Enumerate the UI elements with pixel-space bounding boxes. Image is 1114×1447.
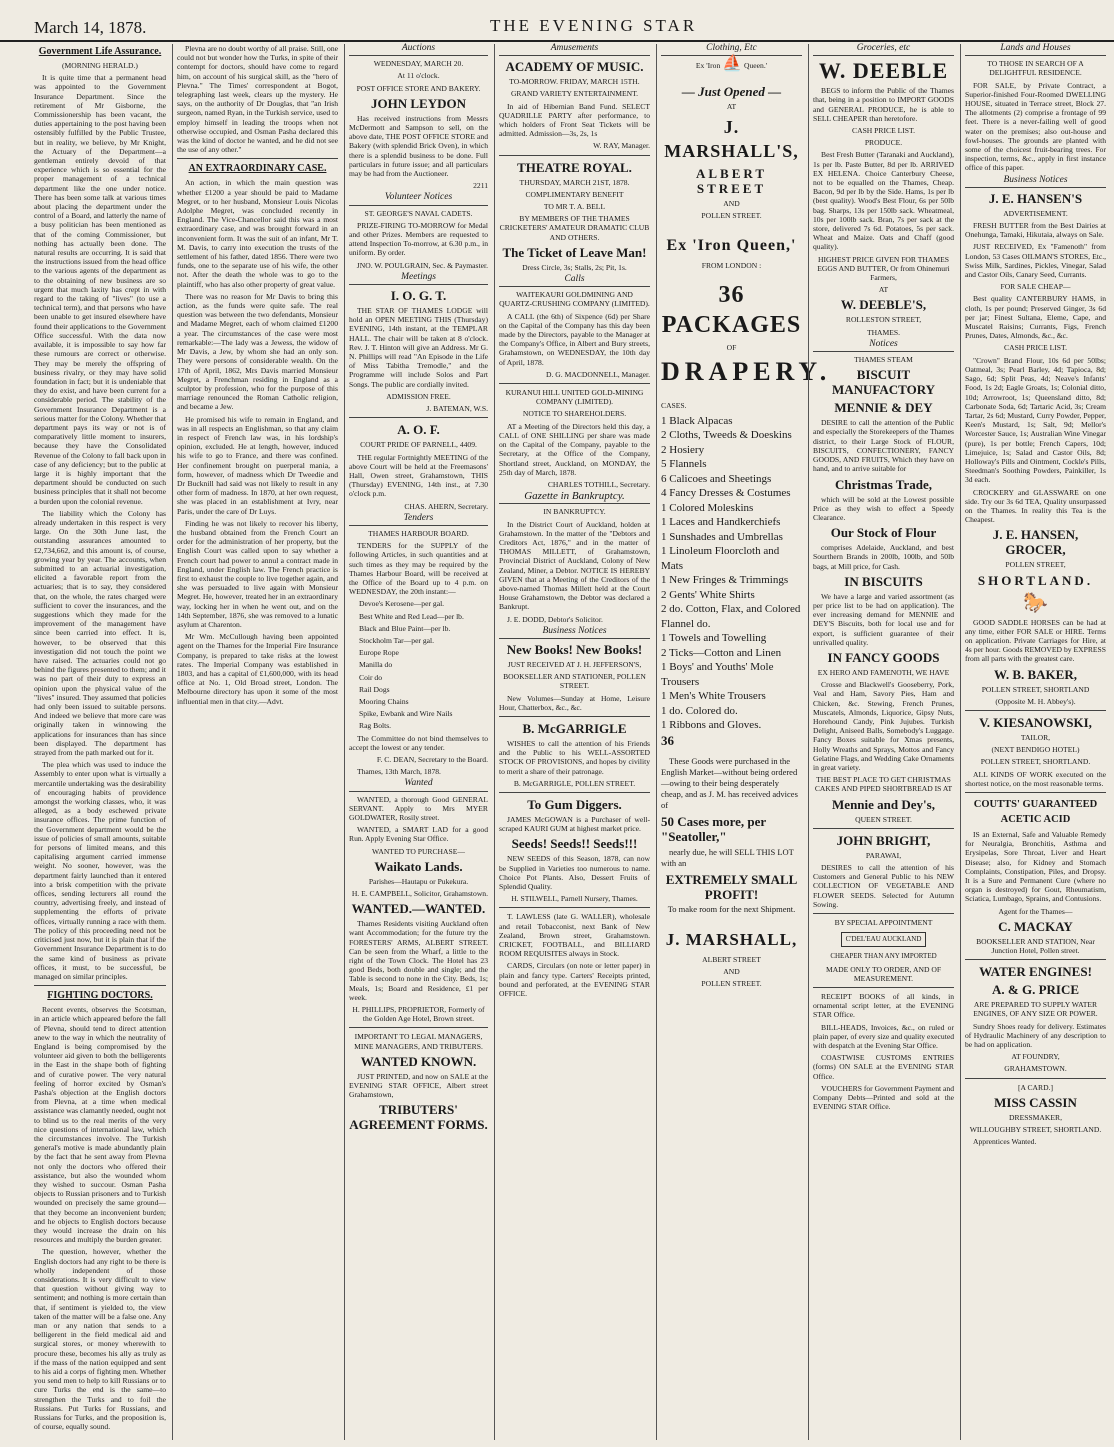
biscuit-body: We have a large and varied assortment (as per price list to be had on application). The ever increasing demand for MENNIE and DEY'S Biscuits, both for local use and for export, is sufficient guarantee of their unrivalled quality.: [813, 591, 954, 647]
tender-item: Rail Dogs: [359, 684, 390, 694]
drapery-item: 1 Men's White Trousers: [661, 690, 766, 703]
ex-iron-queen: Ex 'Iron Queen,': [666, 237, 797, 255]
drapery-item: 1 New Fringes & Trimmings: [661, 574, 789, 587]
drapery-item: 2 Ticks—Cotton and Linen: [661, 646, 782, 659]
street-name: ALBERT STREET: [695, 165, 767, 196]
divider: [499, 155, 650, 156]
drapery-item: 2 Cloths, Tweeds & Doeskins: [661, 429, 792, 442]
at-label: AT: [726, 102, 737, 112]
hansen-body: "Crown" Brand Flour, 10s 6d per 50lbs; Oatmeal, 3s; Pearl Barley, 4d; Tapioca, 8d; Sago, 6d; Split Peas, 4d; Neave's Infants' Food, 1s 2d; Eagle Groats, 1s; Colonial ditto, 10d; Arrowroot, 1s; Queensland ditto, 8d; Carbonate Soda, 6d; Tartaric Acid, 3s; Cream Tartar, 2s 6d; Mustard, Curry Powder, Pepper, Keen's Mustard, 1s; Salt, 9d; Mellor's Worcester Sauce, 1s; Australian Wine Vinegar (pure), 1s per bottle; French Capers, 10d; Limejuice, 1s; Salad and Castor Oils, 8d; Holloway's Pills and Ointment, Cockle's Pills, Steedman's Soothing Powders, Painkiller, 1s 3d each.: [965, 355, 1106, 485]
meeting-heading: A. O. F.: [397, 422, 440, 438]
biscuit-heading: BISCUIT MANUFACTORY: [831, 367, 936, 398]
call-subheading: NOTICE TO SHAREHOLDERS.: [522, 409, 627, 419]
deeble-list-heading: CASH PRICE LIST.: [852, 126, 915, 136]
call-body: AT a Meeting of the Directors held this day, a CALL of ONE SHILLING per share was made on the Capital of the Company, payable to the Secretary, at the Office of the Company, Shortland street, Auckland, on MONDAY, the 25th day of March, 1878.: [499, 421, 650, 477]
divider: [965, 710, 1106, 711]
wanted-subheading: WANTED KNOWN.: [360, 1053, 477, 1069]
column-5: [656, 43, 832, 1440]
article-paragraph: The question, however, whether the English doctors had any right to be there is wholly independent of those considerations. It is very difficult to view that question without giving way to sentiment; and nothing is more certain than that, if sentiment is yielded to, the view taken of the matter will be a false one. Any man or any nation that sends to a belligerent in the field medical aid and surgical stores, or money wherewith to procure these, becomes his ally as truly as if the mass of the nation equipped and sent to his aid a corps of fighting men. Whether you send men to help to kill Russians or to cure Turks the end is the same—to strengthen the Turks and to foil the Russians. Put Turks for Russians, and Russians for Turks, and the proposition is, of course, equally sound.: [34, 1247, 166, 1432]
books-subheading: BOOKSELLER AND STATIONER, POLLEN STREET.: [503, 672, 646, 691]
engines-at: AT FOUNDRY,: [1011, 1052, 1060, 1062]
section-amusements: Amusements: [499, 44, 650, 56]
article-paragraph: He promised his wife to remain in England, and was in all respects an Englishman, so that any claim in respect of French law was, in his lordship's opinion, excluded. He at length, however, induced his wife to go to France, and there was confined. Her confinement brought on puerperal mania, a form, however, of madness which Dr Tweedie and Dr Bucknill had said was not likely to result in any other form of madness. In 1870, at her own request, she was placed in an establishment at Ivry, near Paris, under the care of Dr Luys.: [177, 414, 338, 516]
wanted-heading: WANTED TO PURCHASE—: [372, 846, 465, 856]
column-3: [344, 44, 492, 1440]
tender-item: Manilla do: [359, 660, 393, 670]
wanted-body: Parishes—Hautapu or Pukekura.: [368, 876, 469, 886]
drapery-heading: DRAPERY.: [661, 357, 832, 387]
column-2: [172, 44, 342, 1440]
deeble-name: W. DEEBLE: [818, 58, 949, 84]
price-name: A. & G. PRICE: [991, 982, 1080, 998]
wanted-ad: WANTED, a thorough Good GENERAL SERVANT. Apply to Mrs MYER GOLDWATER, Rosily street.: [349, 794, 488, 822]
baker-street: POLLEN STREET, SHORTLAND: [981, 684, 1090, 694]
section-clothing: Clothing, Etc: [661, 44, 802, 56]
wanted-big: Waikato Lands.: [374, 858, 463, 874]
call-body: A CALL (the 6th) of Sixpence (6d) per Share on the Capital of the Company has this day been made by the Directors, payable to the Manager at the Company's Office, in Albert and Bury streets, Grahamstown, on WEDNESDAY, the 10th day of April, 1878.: [499, 311, 650, 367]
just-opened: — Just Opened —: [681, 84, 782, 100]
baker-opposite: (Opposite M. H. Abbey's).: [995, 696, 1076, 706]
tender-item: Black and Blue Paint—per lb.: [359, 623, 451, 633]
tender-item: Devoe's Kerosene—per gal.: [359, 599, 445, 609]
meeting-body: THE regular Fortnightly MEETING of the above Court will be held at the Freemasons' Hall, Owen street, Grahamstown, THIS (Thursday) EVENING, 14th inst., at 7.30 o'clock p.m.: [349, 452, 488, 499]
article-paragraph: Mr Wm. McCullough having been appointed agent on the Thames for the Imperial Fire Insurance Company, is prepared to take risks at the lowest rates. The Imperial Company was established in 1803, and has a capital of £1,600,000, with its head office at No. 1, Old Broad street, London. The Melbourne directory has upon it some of the most influential men in that city.—Advt.: [177, 632, 338, 706]
biscuit-name: MENNIE & DEY: [834, 400, 933, 416]
kiesanowski-name: V. KIESANOWSKI,: [979, 714, 1092, 730]
bright-name: JOHN BRIGHT,: [836, 832, 931, 848]
biscuit-body: DESIRE to call the attention of the Public and especially the Storekeepers of the Thames district, to their Large Stock of FLOUR, BISCUITS, CONFECTIONERY, FANCY GOODS, AND FRUITS, Which they have on hand, and to arrive suitable for: [813, 418, 954, 474]
divider: [813, 828, 954, 829]
saddle-horses-body: GOOD SADDLE HORSES can be had at any time, either FOR SALE or HIRE. Terms on application. Private Carriages for Hire, at 4s per hour. Goods REMOVED by EXPRESS from all parts with the greatest care.: [965, 617, 1106, 664]
horse-carriage-icon: 🐎: [1023, 591, 1048, 614]
kiesanowski-trade: TAILOR,: [1020, 732, 1051, 742]
biscuit-christmas: Christmas Trade,: [834, 476, 933, 492]
amusement-date: TO-MORROW. FRIDAY, MARCH 15TH.: [509, 77, 640, 87]
article-paragraph: It is quite time that a permanent head was appointed to the Government Insurance Department. Since the retirement of Mr Gisborne, the Commissionership has been vacant, the duties appertaining to the post having been ostensibly fulfilled by the Public Trustee, but in reality, we believe, by Mr Knight, the Actuary of the Department—a gentleman entirely devoid of that experience which is so essential for the proper management of a technical department like the one under notice. There has been some talk at various times about placing the department under the control of a Board, and latterly the name of a busy politician has been mentioned as that of the coming Commissioner, but nothing has actually been done. The natural results are occurring. It is said that the instructions issued from the head office to the various agents of the department as to the obtaining of new business are so urgent that much laxity has crept in with regard to the taking of "lives" (to use a technical term), and that persons who have been unable to get insured elsewhere have found their applications to the Government Office successful. With the data now available, it is impossible to say how far these rumours are correct or otherwise. They may be merely the offspring of business rivalry, or they may have solid foundation in fact; but it is undeniable that they do exist, and have been current for a considerable period. The stability of the Government Insurance Department is a serious matter for the Colony. Whether that department pays its way or not is of comparatively little moment to insurers, because they have the Consolidated Revenue of the Colony to fall back upon in case of any deficiency; but to the public at large it is highly important that the department should be conducted on such business principles that it shall not become a burden upon the colonial revenue.: [34, 73, 166, 506]
deeble-intro: BEGS to inform the Public of the Thames that, being in a position to IMPORT GOODS and GENERAL PRODUCE, he is able to SELL CHEAPER than heretofore.: [813, 86, 954, 123]
cheaper-note: CHEAPER THAN ANY IMPORTED: [830, 952, 937, 961]
auctioneer-name: JOHN LEYDON: [371, 95, 466, 111]
amusement-prices: Dress Circle, 3s; Stalls, 2s; Pit, 1s.: [522, 262, 627, 272]
section-business: Business Notices: [499, 627, 650, 639]
amusement-body: In aid of Hibernian Band Fund. SELECT QUADRILLE PARTY after performance, to which holders of Front Seat Tickets will be admitted. Admission—3s, 2s, 1s: [499, 101, 650, 139]
column-4: [494, 44, 654, 1440]
drapery-item: 1 do. Colored do.: [661, 704, 738, 717]
gum-heading: To Gum Diggers.: [527, 796, 622, 812]
amusement-heading: ACADEMY OF MUSIC.: [505, 59, 644, 75]
hansen-body: JUST RECEIVED, Ex "Famenoth" from London, 53 Cases OILMAN'S STORES, Etc., Swiss Milk, Sardines, Pickles, Vinegar, Salad and Castor Oils, Canary Seed, Currants.: [965, 242, 1106, 280]
article-paragraph: Finding he was not likely to recover his liberty, the husband obtained from the French Court an order for the administration of her property, but the English Court was called upon to say whether a French court had power to annul a contract made in England, under English law. The French practice is first to exhaust the couple to live together again, and she was persuaded to live again with Monsieur Megret. He, however, treated her in an extraordinary way, locking her in when he went out, and on the 14th September, 1876, she was removed to a lunatic asylum at Charenton.: [177, 518, 338, 629]
books-body: New Volumes—Sunday at Home, Leisure Hour, Chatterbox, &c., &c.: [499, 693, 650, 712]
divider: [813, 987, 954, 988]
wanted-body: Thames Residents visiting Auckland often want Accommodation; for the future try the FORESTERS' ARMS, ALBERT STREET. Can be seen from the Wharf, a little to the right of the Town Clock. The Hotel has 23 good Beds, both double and single; and the Table is second to none in the City. Beds, 1s; Meals, 1s; Board and Residence, £1 per week.: [349, 919, 488, 1002]
biscuit-sub: THAMES STEAM: [854, 355, 913, 365]
amusement-play: The Ticket of Leave Man!: [502, 244, 647, 260]
cassin-footer: Apprentices Wanted.: [973, 1137, 1037, 1147]
cassin-street: WILLOUGHBY STREET, SHORTLAND.: [969, 1125, 1102, 1135]
section-lands: Lands and Houses: [965, 44, 1106, 56]
coastwise-ad: COASTWISE CUSTOMS ENTRIES (forms) ON SALE at the EVENING STAR Office.: [813, 1053, 954, 1081]
seeds-signature: H. STILWELL, Parnell Nursery, Thames.: [511, 894, 638, 904]
engines-town: GRAHAMSTOWN.: [1004, 1064, 1067, 1074]
from-label: FROM LONDON :: [701, 261, 762, 271]
provisions-heading: B. McGARRIGLE: [522, 720, 627, 736]
tender-item: Europe Rope: [359, 648, 399, 658]
column-6: [808, 44, 958, 1440]
biscuit-body: comprises Adelaide, Auckland, and best Sourthern Brands in 200lb, 100lb, and 50lb bags, at Mill price, for Cash.: [813, 543, 954, 571]
more-cases: 50 Cases more, per "Seatoller,": [661, 813, 766, 844]
auction-date: WEDNESDAY, MARCH 20.: [373, 59, 464, 69]
bright-place: PARAWAI,: [865, 850, 902, 860]
tender-heading: THAMES HARBOUR BOARD.: [368, 528, 469, 538]
gazette-signature: J. E. DODD, Debtor's Solicitor.: [507, 614, 603, 624]
next-shipment: To make room for the next Shipment.: [667, 903, 796, 914]
divider: [499, 383, 650, 384]
gazette-subheading: IN BANKRUPTCY.: [543, 507, 606, 517]
vouchers-ad: VOUCHERS for Government Payment and Company Debts—Printed and sold at the EVENING STAR Office.: [813, 1083, 954, 1112]
tender-date: Thames, 13th March, 1878.: [357, 767, 441, 777]
street-name: ALBERT STREET: [702, 954, 761, 964]
tender-item: Stockholm Tar—per gal.: [359, 635, 435, 645]
coutts-agent: Agent for the Thames—: [998, 906, 1073, 916]
amusement-heading: THEATRE ROYAL.: [517, 159, 632, 175]
drapery-items: [661, 414, 802, 733]
provisions-signature: B. McGARRIGLE, POLLEN STREET.: [513, 778, 636, 788]
issue-date: March 14, 1878.: [34, 18, 147, 37]
biscuit-street: QUEEN STREET.: [855, 814, 912, 824]
divider: [34, 985, 166, 986]
section-business-2: Business Notices: [965, 176, 1106, 188]
seeds-body: NEW SEEDS of this Season, 1878, can now be Supplied in Varieties too numerous to name. Choice Pot Plants. Also, Dessert Fruits of Splendid Quality.: [499, 854, 650, 891]
section-tenders: Tenders: [349, 514, 488, 526]
tender-footer: The Committee do not bind themselves to accept the lowest or any tender.: [349, 733, 488, 752]
wanted-big: TRIBUTERS' AGREEMENT FORMS.: [349, 1102, 488, 1133]
marshall-name: J. MARSHALL'S,: [664, 116, 799, 161]
coutts-body: IS an External, Safe and Valuable Remedy for Neuralgia, Bronchitis, Asthma and Erysipelas, Sore Throat, Liver and Heart Disease; also, for Kidney and Stomach Complaints, Constipation, Piles, and Dropsy. It is a Sure and Permanent Cure (where no organ is destroyed) for Gout, Rheumatism, Sciatica, Lumbago, Sprains, and Contusions.: [965, 829, 1106, 904]
residence-body: FOR SALE, by Private Contract, a Superior-finished Four-Roomed DWELLING HOUSE, situated in Terrace street, Block 27. The allotments (2) comprise a frontage of 99 feet. There is a never-failing well of good water on the premises; also out-house and fowl-houses. The grounds are planted with some of the choicest fruit-bearing trees. For inspection, terms, &c., apply in first instance office of this paper.: [965, 80, 1106, 173]
call-heading: KURANUI HILL UNITED GOLD-MINING COMPANY (LIMITED).: [505, 388, 644, 407]
hansen-street: POLLEN STREET,: [1005, 560, 1066, 570]
cassin-trade: DRESSMAKER,: [1009, 1112, 1062, 1122]
auction-time: At 11 o'clock.: [397, 71, 440, 81]
biscuit-footer: THE BEST PLACE TO GET CHRISTMAS CAKES AND PIPED SHORTBREAD IS AT: [814, 775, 953, 794]
drapery-item: 1 Linoleum Floorcloth and Mats: [661, 545, 780, 572]
drapery-item: 1 Sunshades and Umbrellas: [661, 530, 783, 543]
hansen-footer: CROCKERY and GLASSWARE on one side. Try our 3s 6d TEA, Quality unsurpassed on the Thames. In reality this Tea is the Cheapest.: [965, 487, 1106, 525]
mackay-name: C. MACKAY: [998, 918, 1073, 934]
section-wanted: Wanted: [349, 779, 488, 791]
call-heading: WAITEKAURI GOLDMINING AND QUARTZ-CRUSHING COMPANY (LIMITED).: [499, 290, 650, 309]
ship-icon: ⛵: [722, 55, 743, 73]
tender-item: Best White and Red Lead—per lb.: [359, 611, 464, 621]
kiesanowski-body: ALL KINDS OF WORK executed on the shortest notice, on the most reasonable terms.: [965, 769, 1106, 788]
kiesanowski-street: POLLEN STREET, SHORTLAND.: [980, 757, 1091, 767]
hansen-name: J. E. HANSEN'S: [988, 190, 1083, 206]
tender-signature: F. C. DEAN, Secretary to the Board.: [376, 754, 488, 764]
drapery-item: 2 do. Cotton, Flax, and Colored Flannel do.: [661, 603, 801, 630]
deeble-produce-heading: PRODUCE.: [864, 138, 903, 148]
amusement-date: THURSDAY, MARCH 21ST, 1878.: [519, 177, 630, 187]
meeting-signature: J. BATEMAN, W.S.: [426, 404, 488, 414]
deeble-town: THAMES.: [866, 327, 901, 337]
engines-heading: WATER ENGINES!: [979, 964, 1092, 980]
meeting-subheading: COURT PRIDE OF PARNELL, 4409.: [360, 440, 477, 450]
section-calls: Calls: [499, 275, 650, 287]
deeble-produce: Best Fresh Butter (Taranaki and Auckland), 1s per lb. Paste Butter, 8d per lb. ARRIVED EX HELENA. Choice Canterbury Cheese, not to be equalled on the Thames, Cheap. Bacon, 9d per lb by the Side. Hams, 1s per lb (best quality). Wood's Best Flour, 6s per 50lb bag. Sharps, 13s per 150lb sack. Wheatmeal, 10s per 100lb sack. Bran, 7s per sack at the store, delivered 7s 6d. Potatoes, 5s per sack. Wheat and Maize. Oats and Chaff (good quality).: [813, 150, 954, 252]
tender-item: Rag Bolts.: [359, 721, 392, 731]
hansen-sub: ADVERTISEMENT.: [1003, 208, 1068, 218]
gum-body: JAMES McGOWAN is a Purchaser of well-scraped KAURI GUM at highest market price.: [499, 814, 650, 834]
drapery-item: 6 Calicoes and Sheetings: [661, 472, 772, 485]
tender-items: [349, 599, 488, 730]
divider: [499, 792, 650, 793]
column-7: [960, 44, 1110, 1440]
of-label: OF: [726, 343, 737, 353]
auction-place: POST OFFICE STORE AND BAKERY.: [356, 83, 481, 93]
residence-heading: TO THOSE IN SEARCH OF A DELIGHTFUL RESIDENCE.: [987, 59, 1084, 78]
kiesanowski-location: (NEXT BENDIGO HOTEL): [991, 745, 1080, 755]
drapery-item: 1 Towels and Towelling: [661, 632, 767, 645]
drapery-item: 5 Flannels: [661, 458, 707, 471]
engines-body: Sundry Shoes ready for delivery. Estimates of Hydraulic Machinery of any description to be had on application.: [965, 1021, 1106, 1050]
cards-ad: CARDS, Circulars (on note or letter paper) in plain and fancy type. Carters' Receipts printed, bound and perforated, at the EVENING STAR OFFICE.: [499, 961, 650, 999]
cases-label: CASES.: [661, 401, 687, 411]
notice-body: PRIZE-FIRING TO-MORROW for Medal and other Prizes. Members are requested to attend Inspection To-morrow, at 6.30 p.m., in uniform. By order.: [349, 220, 488, 258]
seeds-heading: Seeds! Seeds!! Seeds!!!: [511, 836, 638, 852]
tobacconist-ad: T. LAWLESS (late G. WALLER), wholesale and retail Tobacconist, next Bank of New Zealand, Brown street, Grahamstown. CRICKET, FOOTBALL, and BILLIARD ROOM REQUISITES always in Stock.: [499, 912, 650, 959]
meeting-body: THE STAR OF THAMES LODGE will hold an OPEN MEETING THIS (Thursday) EVENING, 14th instant, at the TEMPLAR HALL. The chair will be taken at 8 o'clock. Rev. J. T. Hinton will give an Address. Mr G. N. Phillips will read "An Episode in the Life of Miss Tabitha Tremodle," and the Programme will include Solos and Part Songs. The public are cordially invited.: [349, 306, 488, 389]
tender-item: Spike, Ewbank and Wire Nails: [359, 709, 453, 719]
card-label: [A CARD.]: [1017, 1082, 1054, 1092]
meeting-heading: I. O. G. T.: [390, 288, 447, 304]
drapery-item: 1 Boys' and Youths' Mole Trousers: [661, 661, 774, 688]
article-paragraph: Recent events, observes the Scotsman, in an article which appeared before the fall of Plevna, should tend to direct attention anew to the way in which the neutrality of England is being compromised by the volunteer aid given to both the belligerents in the East in the shape both of fighting and of curative power. The very natural feeling of horror excited by Osman's Pasha's objection at the English doctors from Plevna, at a time when medical assistance was clamantly needed, ought not to blind us to the real merits of the very nice questions of international law, which the circumstances involve. The Turkish general's motive is made abundantly plain by the fact that he sent away from Plevna not only the doctors who offered their assistance, but also the wounded whom they wished to succour. Osman Pasha objects to Russian prisoners and to Turkish wounded on precisely the same ground—that they become an inconvenient burden; and he objects to English doctors because they would increase the drain on his resources and multiply the burden greater.: [34, 1005, 167, 1245]
meeting-signature: CHAS. AHERN, Secretary.: [404, 501, 488, 511]
masthead: [0, 0, 1114, 42]
packages-heading: 36 PACKAGES: [661, 282, 802, 339]
biscuit-name-2: Mennie and Dey's,: [832, 796, 935, 812]
marshall-name: J. MARSHALL,: [665, 929, 798, 949]
cases-total: 36: [661, 732, 674, 748]
and-label: AND: [723, 967, 740, 977]
hansen-body: Best quality CANTERBURY HAMS, in cloth, 1s per pound; Preserved Ginger, 3s 6d per jar; Finest Sultana, Eleme, Cape, and Muscatel Raisins; Currants, Figs, French Prunes, Dates, Almonds, &c., &c.: [965, 294, 1106, 341]
hansen-town: SHORTLAND.: [977, 572, 1094, 588]
biscuit-fancy-sub: EX HERO AND FAMENOTH, WE HAVE: [817, 667, 950, 677]
article-paragraph: The liability which the Colony has already undertaken in this respect is very large. On the 30th June last, the outstanding assurances amounted to £2,734,662, and this amount is, of course, growing year by year. The accounts, when submitted to an actuarial investigation, elicited a favorable report from the actuaries; that is to say, they considered that, on the whole, the rates charged were sufficient to cover the insurances, and the suggestions which they made for the improvement of the management have since been carried into effect. It is, however, to be observed that this investigation did not touch the point we have raised. The actuaries could not go behind the figures presented to them; and it was no part of their duty to express an opinion upon the physical value of the "lives" insured. They assumed that policies had only been issued to suitable persons. And indeed we believe that more care was originally taken in winnowing the applications for insurances than has since been displayed. The department has strayed from the path marked out for it.: [34, 508, 166, 758]
column-1: [30, 44, 170, 1440]
drapery-item: 1 Colored Moleskins: [661, 501, 754, 514]
divider: [177, 158, 338, 159]
biscuit-flour: Our Stock of Flour: [830, 525, 937, 541]
books-heading: JUST RECEIVED AT J. H. JEFFERSON'S,: [507, 659, 642, 669]
call-signature: CHARLES TOTHILL, Secretary.: [547, 479, 650, 489]
article-heading: FIGHTING DOCTORS.: [47, 990, 153, 1002]
divider: [499, 907, 650, 908]
notice-signature: JNO. W. POULGRAIN, Sec. & Paymaster.: [356, 260, 488, 270]
wanted-ad: WANTED, a SMART LAD for a good Run. Apply Evening Star Office.: [349, 825, 488, 844]
deeble-eggs: HIGHEST PRICE GIVEN FOR THAMES EGGS AND BUTTER, Or from Ohinemuri Farmers,: [817, 254, 950, 283]
amusement-body: BY MEMBERS OF THE THAMES CRICKETERS' AMATEUR DRAMATIC CLUB AND OTHERS.: [499, 214, 650, 242]
ad-number: 2211: [473, 181, 488, 191]
divider: [813, 913, 954, 914]
drapery-item: 4 Fancy Dresses & Costumes: [661, 487, 791, 500]
mackay-street: BOOKSELLER AND STATION, Near Junction Hotel, Pollen street.: [976, 936, 1095, 956]
wanted-heading: IMPORTANT TO LEGAL MANAGERS, MINE MANAGERS, AND TRIBUTERS.: [354, 1032, 483, 1051]
hansen-list: CASH PRICE LIST.: [1004, 343, 1067, 353]
divider: [499, 716, 650, 717]
cassin-name: MISS CASSIN: [994, 1094, 1077, 1110]
ship-label-left: Ex 'Iron: [695, 61, 721, 71]
books-banner: New Books! New Books!: [506, 641, 643, 657]
street-name: POLLEN STREET.: [701, 210, 762, 220]
wanted-signature: H. E. CAMPBELL, Solicitor, Grahamstown.: [351, 889, 488, 899]
drapery-item: 2 Gents' White Shirts: [661, 588, 755, 601]
wanted-body: JUST PRINTED, and now on SALE at the EVENING STAR OFFICE, Albert street Grahamstown,: [349, 1071, 488, 1100]
drapery-item: 1 Ribbons and Gloves.: [661, 719, 762, 732]
wanted-heading: WANTED.—WANTED.: [351, 901, 486, 917]
tender-item: Coir do: [359, 672, 382, 682]
deeble-street: ROLLESTON STREET,: [845, 315, 922, 325]
auction-body: Has received instructions from Messrs McDermott and Sampson to sell, on the above date, THE POST OFFICE STORE and Bakery (with splendid Brick Oven), in which there is a splendid business to be done. Full particulars in future issue; and all particulars may be had from the Auctioneer.: [349, 113, 488, 179]
divider: [349, 1027, 488, 1028]
article-paragraph: An action, in which the main question was whether £1200 a year should be paid to Madame Megret, or to her husband, Monsieur Louis Nicolas Adolphe Megret, was concluded recently in England. The Vice-Chancellor said this was a most extraordinary case, and was brought forward in an inconvenient form. It was the suit of an infant, Mr T. M. Davis, to carry into execution the trusts of the settlement of his father, dated 1856. There were two funds, one to the separate use of his wife, the other not. After the death the whole was to go to the plaintiff, who has also other property of great value.: [177, 178, 338, 289]
goods-note: These Goods were purchased in the English Market—without being ordered—owing to their being desperately cheap, and as J. M. has received advices of: [661, 755, 798, 810]
article-heading: AN EXTRAORDINARY CASE.: [188, 163, 327, 175]
drapery-item: 1 Laces and Handkerchiefs: [661, 516, 781, 529]
article-kicker: (MORNING HERALD.): [62, 61, 138, 70]
drapery-item: 2 Hosiery: [661, 443, 705, 456]
bill-heads-ad: BILL-HEADS, Invoices, &c., on ruled or plain paper, of every size and quality executed with despatch at the Evening Star Office.: [813, 1022, 954, 1051]
ship-banner: [661, 55, 802, 73]
bright-body: DESIRES to call the attention of his Customers and General Public to his NEW COLLECTION OF VEGETABLE AND FLOWER SEEDS. Selected for Autumn Sowing.: [813, 862, 954, 909]
coutts-heading: COUTTS' GUARANTEED ACETIC ACID: [973, 798, 1098, 825]
newspaper-title: THE EVENING STAR: [490, 16, 698, 35]
street-name: POLLEN STREET.: [701, 979, 762, 989]
hansen-sale: FOR SALE CHEAP—: [1000, 282, 1071, 292]
section-volunteer: Volunteer Notices: [349, 193, 488, 205]
ship-label-right: Queen.': [744, 61, 768, 71]
section-auctions: Auctions: [349, 44, 488, 56]
provisions-body: WISHES to call the attention of his Friends and the Public to his WELL-ASSORTED STOCK OF PROVISIONS, and hopes by civility to merit a share of their patronage.: [499, 738, 650, 776]
biscuit-body: Crosse and Blackwell's Gooseberry, Pork, Veal and Ham, Savory Pies, Ham and Chicken, &c. Stewing, French Prunes, Muscatels, Almonds, Liquorice, Gipsy Nuts, Horehound Candy, Pink Jujubes. Turkish Delight, Aniseed Balls, Somebody's Luggage. Fancy Boxes suitable for Xmas presents, Holly Wreaths and Sprays, Mottos and Fancy Gelatine Flags, and Wedding Cake Ornaments in great variety.: [813, 680, 954, 772]
biscuit-body: which will be sold at the Lowest possible Price as they wish to effect a Speedy Clearance.: [813, 494, 954, 522]
call-signature: D. G. MACDONNELL, Manager.: [546, 369, 650, 379]
drapery-item: 1 Black Alpacas: [661, 414, 733, 427]
hansen-name-2: J. E. HANSEN, GROCER,: [992, 527, 1079, 558]
amusement-to: TO MR T. A. BELL: [543, 202, 606, 212]
small-profit: EXTREMELY SMALL PROFIT!: [665, 871, 798, 902]
notice-heading: ST. GEORGE'S NAVAL CADETS.: [364, 208, 473, 218]
biscuit-biscuits: IN BISCUITS: [844, 573, 923, 589]
section-groceries: Groceries, etc: [813, 44, 954, 56]
section-meetings: Meetings: [349, 273, 488, 285]
special-appointment: BY SPECIAL APPOINTMENT: [834, 918, 933, 927]
article-paragraph: Plevna are no doubt worthy of all praise. Still, one could not but wonder how the Turks, in spite of their contempt for doctors, should have come to regard him, on account of his surgical skill, as the "hero of Plevna." The Times' correspondent at Bogot, telegraphing last week, clears up the mystery. He says, on the authority of Dr Douglas, that "an Irish surgeon, named Ryan, in the Turkish service, used to employ himself in leading the troops when not otherwise occupied, and Osman Pasha declared this was the kind of doctor he wanted, and he did not see the use of any other.": [177, 44, 338, 155]
receipt-books-ad: RECEIPT BOOKS of all kinds, in ornamental script letter, at the EVENING STAR Office.: [813, 992, 954, 1020]
amusement-signature: W. RAY, Manager.: [593, 141, 650, 151]
made-to-order: MADE ONLY TO ORDER, AND OF MEASUREMENT.: [825, 964, 942, 983]
meeting-admission: ADMISSION FREE.: [386, 391, 451, 401]
amusement-title: GRAND VARIETY ENTERTAINMENT.: [510, 89, 639, 99]
at-label: AT: [878, 285, 889, 295]
gazette-body: In the District Court of Auckland, holden at Grahamstown. In the matter of the "Debtors and Creditors Act, 1876," and in the matter of THOMAS MILLETT, of Grahamstown, Provincial District of Auckland, Colony of New Zealand, Miner, a Debtor. NOTICE IS HEREBY GIVEN that at a Meeting of the Creditors of the above-named Thomas Millett held at the Court House Grahamstown, the Debtor was declared a Bankrupt.: [499, 519, 650, 612]
divider: [965, 792, 1106, 793]
seal-icon: C'DEL'EAU AUCKLAND: [841, 932, 927, 947]
section-notices: Notices: [813, 340, 954, 352]
engines-body: ARE PREPARED TO SUPPLY WATER ENGINES, OF ANY SIZE OR POWER.: [973, 1000, 1098, 1019]
amusement-title: COMPLIMENTARY BENEFIT: [525, 189, 624, 199]
wanted-signature: H. PHILLIPS, PROPRIETOR, Formerly of the Golden Age Hotel, Brown street.: [352, 1005, 485, 1024]
tender-body: TENDERS for the SUPPLY of the following Articles, in such quantities and at such times as they may be required by the Thames Harbour Board, will be received at the Office of the Board up to 4 p.m. on WEDNESDAY, the 20th instant:—: [349, 541, 488, 597]
and-label: AND: [723, 198, 740, 208]
sell-note: nearly due, he will SELL THIS LOT with an: [661, 846, 794, 868]
divider: [349, 417, 488, 418]
hansen-body: FRESH BUTTER from the Best Dairies at Onehunga, Tamaki, Hikutaia, always on Sale.: [965, 221, 1106, 240]
article-heading: Government Life Assurance.: [38, 46, 162, 57]
baker-name: W. B. BAKER,: [994, 666, 1077, 682]
article-paragraph: The plea which was used to induce the Assembly to enter upon what is virtually a mercantile undertaking was the desirability of encouraging habits of providence amongst the working classes, who, it was alleged, as a body eschewed private insurance offices. The prime function of the Government department would be the issue of policies of small amounts, suitable for persons of limited means, and this capitalising argument carried immense weight. No sooner, however, was the department fairly launched than it entered into a brisk competition with the private offices, sending lecturers all round the country, advertising freely, and instead of supplementing the efforts of private offices, virtually running a race with them. The policy of this proceeding need not be criticised just now, but it is plain that if the Government Insurance Department is to do the same kind of business as private offices, it must, to be successful, be managed on similar principles.: [34, 760, 166, 981]
shirt-seal: [813, 930, 954, 949]
section-gazette: Gazette in Bankruptcy.: [499, 492, 650, 504]
deeble-name-2: W. DEEBLE'S,: [840, 297, 927, 313]
article-paragraph: There was no reason for Mr Davis to bring this action, as the funds were quite safe. The real question was between the two defendants, Monsieur and Madame Megret, each of whom claimed £1200 a year. The circumstances of the case were most remarkable:—The lady was a Jewess, the widow of Mr Davis, a Jew, by whom she had an only son. They were persons of considerable wealth. On the 17th of April, 1862, Mrs Davis married Monsieur Megret, a Frenchman residing in England as a sculptor by profession, who for the purpose of this marriage renounced the Roman Catholic religion, and became a Jew.: [177, 291, 338, 412]
divider: [965, 959, 1106, 960]
divider: [965, 1078, 1106, 1079]
tender-item: Mooring Chains: [359, 696, 409, 706]
biscuit-fancy: IN FANCY GOODS: [827, 649, 940, 665]
